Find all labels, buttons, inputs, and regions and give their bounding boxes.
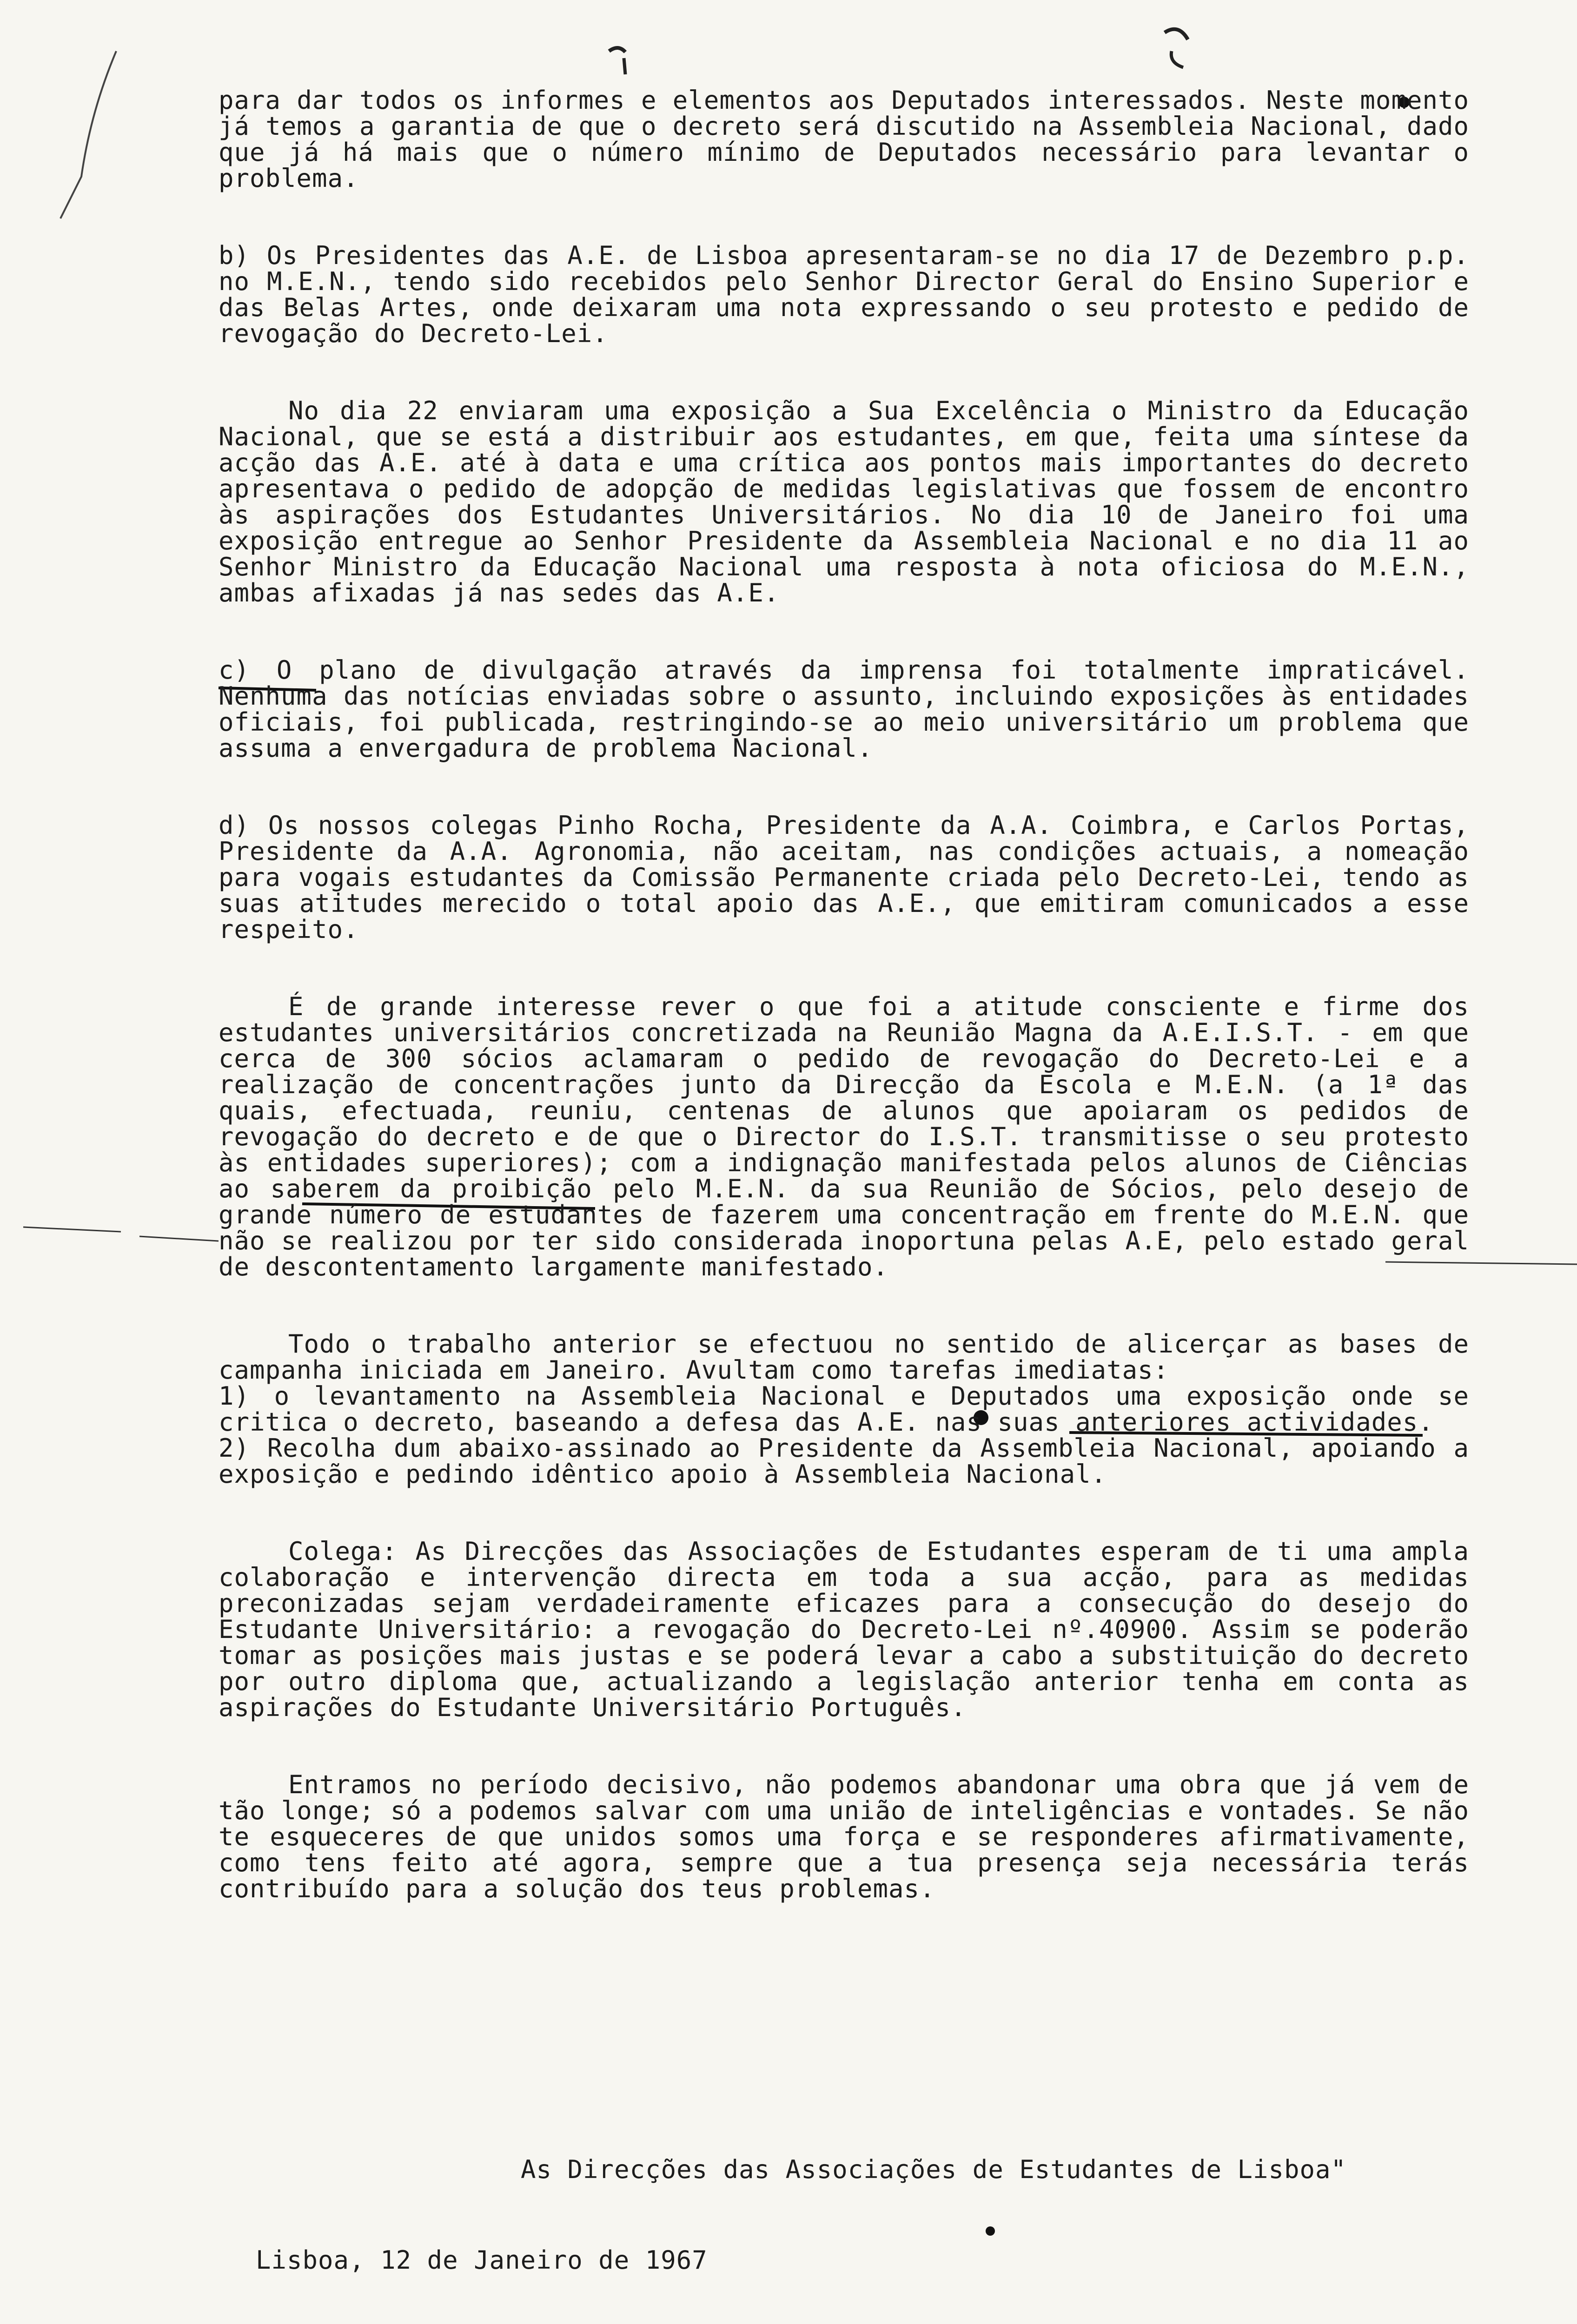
paragraph-colleague: Colega: As Direcções das Associações de Estudantes esperam de ti uma ampla colaboração e intervenção directa em toda a sua acção, para as medidas preconizadas sejam verdadeiramente eficazes para a consecução do desejo do Estudante Universitário: a revogação do Decreto-Lei nº.40900. Assim se poderão tomar as posições mais justas e se poderá levar a cabo a substituição do decreto por outro diploma que, actualizando a legislação anterior tenha em conta as aspirações do Estudante Universitário Português. xyxy=(219,1537,1469,1722)
paragraph-exposition: No dia 22 enviaram uma exposição a Sua Excelência o Ministro da Educação Nacional, que se está a distribuir aos estudantes, em que, feita uma síntese da acção das A.E. até à data e uma crítica aos pontos mais importantes do decreto apresentava o pedido de adopção de medidas legislativas que fossem de encontro às aspirações dos Estudantes Universitários. No dia 10 de Janeiro foi uma exposição entregue ao Senhor Presidente da Assembleia Nacional e no dia 11 ao Senhor Ministro da Educação Nacional uma resposta à nota oficiosa do M.E.N., ambas afixadas já nas sedes das A.E. xyxy=(219,396,1469,607)
paragraph-c: c) O plano de divulgação através da imprensa foi totalmente impraticável. Nenhuma das notícias enviadas sobre o assunto, incluindo exposições às entidades oficiais, foi publicada, restringindo-se ao meio universitário um problema que assuma a envergadura de problema Nacional. xyxy=(219,655,1469,763)
paragraph-tasks: Todo o trabalho anterior se efectuou no sentido de alicerçar as bases de campanha iniciada em Janeiro. Avultam como tarefas imediatas: 1) o levantamento na Assembleia Nacional e Deputados uma exposição onde se critica o decreto, baseando a defesa das A.E. nas suas anteriores actividades. 2) Recolha dum abaixo-assinado ao Presidente da Assembleia Nacional, apoiando a exposição e pedindo idêntico apoio à Assembleia Nacional. xyxy=(219,1329,1469,1489)
paragraph-attitude: É de grande interesse rever o que foi a atitude consciente e firme dos estudantes universitários concretizada na Reunião Magna da A.E.I.S.T. - em que cerca de 300 sócios aclamaram o pedido de revogação do Decreto-Lei e a realização de concentrações junto da Direcção da Escola e M.E.N. (a 1ª das quais, efectuada, reuniu, centenas de alunos que apoiaram os pedidos de revogação do decreto e de que o Director do I.S.T. transmitisse o seu protesto às entidades superiores); com a indignação manifestada pelos alunos de Ciências ao saberem da proibição pelo M.E.N. da sua Reunião de Sócios, pelo desejo de grande número de estudantes de fazerem uma concentração em frente do M.E.N. que não se realizou por ter sido considerada inoportuna pelas A.E, pelo estado geral de descontentamento largamente manifestado. xyxy=(219,992,1469,1281)
letter-body xyxy=(219,87,1469,1953)
closing-signature: As Direcções das Associações de Estudantes de Lisboa" xyxy=(521,2155,1347,2184)
paragraph-d: d) Os nossos colegas Pinho Rocha, Presidente da A.A. Coimbra, e Carlos Portas, Presidente da A.A. Agronomia, não aceitam, nas condições actuais, a nomeação para vogais estudantes da Comissão Permanente criada pelo Decreto-Lei, tendo as suas atitudes merecido o total apoio das A.E., que emitiram comunicados a esse respeito. xyxy=(219,811,1469,944)
paragraph-1: para dar todos os informes e elementos aos Deputados interessados. Neste momento já temos a garantia de que o decreto será discutido na Assembleia Nacional, dado que já há mais que o número mínimo de Deputados necessário para levantar o problema. xyxy=(219,86,1469,193)
paragraph-b: b) Os Presidentes das A.E. de Lisboa apresentaram-se no dia 17 de Dezembro p.p. no M.E.N., tendo sido recebidos pelo Senhor Director Geral do Ensino Superior e das Belas Artes, onde deixaram uma nota expressando o seu protesto e pedido de revogação do Decreto-Lei. xyxy=(219,241,1469,348)
paragraph-decisive: Entramos no período decisivo, não podemos abandonar uma obra que já vem de tão longe; só a podemos salvar com uma união de inteligências e vontades. Se não te esqueceres de que unidos somos uma força e se responderes afirmativamente, como tens feito até agora, sempre que a tua presença seja necessária terás contribuído para a solução dos teus problemas. xyxy=(219,1770,1469,1903)
place-date: Lisboa, 12 de Janeiro de 1967 xyxy=(256,2245,708,2275)
